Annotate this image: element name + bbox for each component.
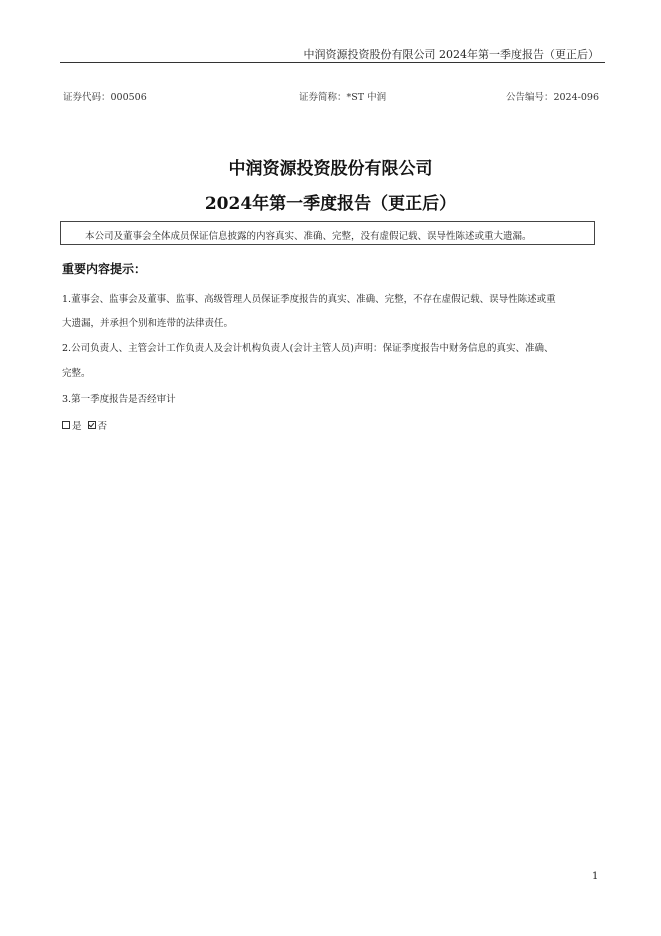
stock-code: 证券代码：000506 (63, 92, 147, 103)
header-rule (60, 62, 605, 63)
stock-abbreviation: 证券简称：*ST 中润 (299, 92, 387, 103)
page-number: 1 (592, 871, 599, 882)
item2-line1: 2.公司负责人、主管会计工作负责人及会计机构负责人(会计主管人员)声明：保证季度报告中财务信息的真实、准确、 (62, 343, 554, 354)
checkbox-no[interactable] (88, 421, 96, 429)
company-title: 中润资源投资股份有限公司 (228, 159, 433, 179)
notice-text: 本公司及董事会全体成员保证信息披露的内容真实、准确、完整，没有虚假记载、误导性陈述或重大遗漏。 (85, 231, 532, 242)
audit-options (62, 418, 107, 432)
report-title: 2024年第一季度报告（更正后） (204, 194, 457, 214)
item1-line1: 1.董事会、监事会及董事、监事、高级管理人员保证季度报告的真实、准确、完整，不存在虚假记载、误导性陈述或重 (62, 294, 556, 305)
notice-box (60, 221, 595, 245)
item3-question: 3.第一季度报告是否经审计 (62, 394, 176, 405)
item2-line2: 完整。 (62, 368, 91, 379)
running-header: 中润资源投资股份有限公司 2024年第一季度报告（更正后） (303, 48, 599, 61)
announcement-number: 公告编号：2024-096 (505, 92, 599, 103)
checkbox-yes[interactable] (62, 421, 70, 429)
important-heading: 重要内容提示： (62, 262, 147, 276)
item1-line2: 大遗漏，并承担个别和连带的法律责任。 (62, 318, 234, 329)
option-no-label: 否 (97, 421, 108, 432)
option-yes-label: 是 (72, 421, 82, 432)
